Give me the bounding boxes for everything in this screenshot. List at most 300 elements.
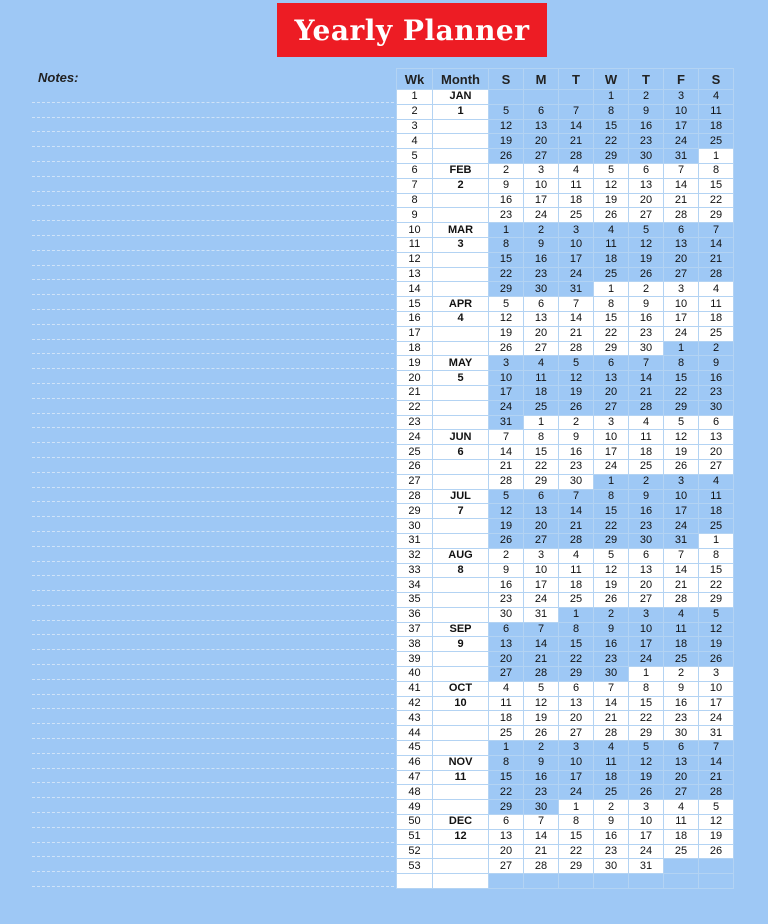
day-cell: 13 [629,563,664,578]
week-row [397,149,734,164]
day-cell: 13 [699,430,734,445]
week-number: 3 [397,119,433,134]
note-line[interactable] [32,857,394,872]
day-cell: 4 [594,741,629,756]
note-line[interactable] [32,562,394,577]
day-cell: 27 [629,208,664,223]
day-cell: 21 [524,652,559,667]
notes-area[interactable] [32,88,394,887]
day-cell: 10 [664,297,699,312]
week-number: 37 [397,622,433,637]
day-cell: 22 [489,785,524,800]
day-cell: 29 [664,400,699,415]
day-cell: 20 [664,770,699,785]
day-cell: 17 [559,252,594,267]
month-cell [433,593,489,608]
day-cell: 5 [629,741,664,756]
day-cell: 12 [489,119,524,134]
week-number: 16 [397,311,433,326]
day-cell [699,859,734,874]
day-cell: 18 [699,119,734,134]
day-cell: 3 [559,741,594,756]
note-line[interactable] [32,591,394,606]
note-line[interactable] [32,206,394,221]
week-number: 14 [397,282,433,297]
day-cell: 17 [699,696,734,711]
day-cell: 21 [594,711,629,726]
month-cell [433,326,489,341]
day-cell: 5 [699,800,734,815]
week-row [397,415,734,430]
header-wed: W [594,69,629,90]
week-number: 22 [397,400,433,415]
day-cell: 9 [699,356,734,371]
day-cell: 5 [594,548,629,563]
week-number: 5 [397,149,433,164]
day-cell: 13 [524,504,559,519]
day-cell: 28 [524,859,559,874]
day-cell [489,874,524,889]
week-row [397,104,734,119]
day-cell: 26 [664,459,699,474]
day-cell: 29 [699,208,734,223]
month-cell [433,193,489,208]
day-cell: 5 [489,489,524,504]
week-row [397,563,734,578]
day-cell: 18 [699,311,734,326]
month-number: 12 [433,829,489,844]
day-cell: 14 [629,371,664,386]
month-name: JUL [433,489,489,504]
day-cell: 25 [699,134,734,149]
note-line[interactable] [32,236,394,251]
month-name: MAY [433,356,489,371]
day-cell: 13 [594,371,629,386]
day-cell: 7 [559,104,594,119]
note-line[interactable] [32,532,394,547]
week-row [397,622,734,637]
day-cell: 31 [629,859,664,874]
day-cell: 5 [699,607,734,622]
day-cell: 15 [594,119,629,134]
note-line[interactable] [32,325,394,340]
week-number: 51 [397,829,433,844]
day-cell: 25 [524,400,559,415]
week-number: 19 [397,356,433,371]
day-cell: 20 [594,385,629,400]
day-cell: 23 [489,593,524,608]
day-cell [489,90,524,105]
day-cell: 17 [594,445,629,460]
week-row [397,178,734,193]
day-cell: 4 [699,474,734,489]
note-line[interactable] [32,118,394,133]
day-cell: 1 [594,474,629,489]
day-cell: 22 [699,193,734,208]
day-cell: 27 [489,859,524,874]
note-line[interactable] [32,369,394,384]
header-sat: S [699,69,734,90]
week-row [397,637,734,652]
day-cell: 28 [699,785,734,800]
day-cell: 5 [594,163,629,178]
week-number: 45 [397,741,433,756]
week-row [397,90,734,105]
day-cell: 15 [524,445,559,460]
day-cell: 2 [489,163,524,178]
note-line[interactable] [32,695,394,710]
week-number: 12 [397,252,433,267]
day-cell: 27 [524,341,559,356]
day-cell: 20 [524,134,559,149]
note-line[interactable] [32,488,394,503]
day-cell: 8 [524,430,559,445]
day-cell: 28 [629,400,664,415]
day-cell: 9 [559,430,594,445]
month-cell [433,607,489,622]
month-name: APR [433,297,489,312]
week-number: 24 [397,430,433,445]
day-cell: 30 [629,341,664,356]
day-cell: 2 [699,341,734,356]
day-cell: 8 [559,815,594,830]
day-cell: 17 [559,770,594,785]
day-cell: 17 [524,578,559,593]
day-cell: 13 [664,755,699,770]
week-number: 30 [397,519,433,534]
day-cell: 26 [594,208,629,223]
day-cell: 2 [629,90,664,105]
day-cell: 12 [699,622,734,637]
week-row [397,134,734,149]
week-number: 47 [397,770,433,785]
day-cell [594,874,629,889]
note-line[interactable] [32,502,394,517]
note-line[interactable] [32,414,394,429]
note-line[interactable] [32,310,394,325]
planner-title: Yearly Planner [277,3,547,57]
day-cell: 3 [629,800,664,815]
day-cell: 15 [559,637,594,652]
note-line[interactable] [32,724,394,739]
day-cell: 30 [594,859,629,874]
day-cell: 5 [524,681,559,696]
day-cell: 1 [489,741,524,756]
day-cell: 24 [559,785,594,800]
day-cell: 26 [524,726,559,741]
day-cell: 9 [594,622,629,637]
day-cell: 24 [664,519,699,534]
note-line[interactable] [32,769,394,784]
week-row [397,711,734,726]
month-cell [433,282,489,297]
week-number: 40 [397,667,433,682]
week-number: 39 [397,652,433,667]
day-cell: 1 [594,90,629,105]
note-line[interactable] [32,458,394,473]
note-line[interactable] [32,843,394,858]
day-cell: 24 [699,711,734,726]
month-name: JUN [433,430,489,445]
day-cell: 7 [664,548,699,563]
day-cell [559,874,594,889]
week-row [397,341,734,356]
week-number: 15 [397,297,433,312]
day-cell: 29 [559,859,594,874]
note-line[interactable] [32,162,394,177]
day-cell: 30 [629,533,664,548]
day-cell: 20 [489,844,524,859]
day-cell: 10 [559,755,594,770]
day-cell: 7 [699,223,734,238]
day-cell: 23 [594,652,629,667]
day-cell: 2 [664,667,699,682]
note-line[interactable] [32,221,394,236]
note-line[interactable] [32,280,394,295]
note-line[interactable] [32,251,394,266]
week-number: 8 [397,193,433,208]
day-cell: 15 [664,371,699,386]
day-cell: 23 [524,785,559,800]
week-row [397,681,734,696]
day-cell: 27 [559,726,594,741]
day-cell: 8 [489,755,524,770]
note-line[interactable] [32,635,394,650]
day-cell: 30 [594,667,629,682]
day-cell: 5 [664,415,699,430]
month-number: 8 [433,563,489,578]
day-cell: 15 [629,696,664,711]
day-cell: 6 [594,356,629,371]
day-cell: 14 [664,178,699,193]
day-cell: 31 [489,415,524,430]
week-number: 29 [397,504,433,519]
day-cell: 2 [524,741,559,756]
week-row [397,770,734,785]
day-cell: 10 [664,489,699,504]
day-cell: 3 [559,223,594,238]
day-cell: 19 [664,445,699,460]
day-cell: 4 [559,163,594,178]
day-cell: 20 [489,652,524,667]
note-line[interactable] [32,177,394,192]
month-cell [433,252,489,267]
month-name: AUG [433,548,489,563]
day-cell: 3 [629,607,664,622]
day-cell: 3 [524,163,559,178]
month-cell [433,400,489,415]
day-cell: 31 [664,149,699,164]
day-cell: 6 [699,415,734,430]
note-line[interactable] [32,650,394,665]
day-cell: 19 [489,519,524,534]
week-row [397,607,734,622]
note-line[interactable] [32,547,394,562]
day-cell [664,859,699,874]
day-cell: 12 [559,371,594,386]
month-number: 2 [433,178,489,193]
day-cell: 11 [559,178,594,193]
day-cell: 22 [594,519,629,534]
day-cell: 22 [559,652,594,667]
note-line[interactable] [32,428,394,443]
day-cell: 4 [664,800,699,815]
day-cell: 15 [559,829,594,844]
day-cell: 11 [699,104,734,119]
week-row [397,208,734,223]
week-number: 41 [397,681,433,696]
day-cell: 17 [524,193,559,208]
week-number: 33 [397,563,433,578]
week-row [397,297,734,312]
day-cell: 18 [664,829,699,844]
day-cell: 8 [699,548,734,563]
note-line[interactable] [32,147,394,162]
day-cell: 24 [594,459,629,474]
day-cell: 1 [629,667,664,682]
month-number: 11 [433,770,489,785]
note-line[interactable] [32,354,394,369]
note-line[interactable] [32,680,394,695]
day-cell: 14 [489,445,524,460]
week-row [397,385,734,400]
day-cell: 23 [664,711,699,726]
week-row [397,815,734,830]
note-line[interactable] [32,443,394,458]
day-cell: 17 [664,119,699,134]
day-cell: 2 [629,474,664,489]
day-cell: 10 [489,371,524,386]
note-line[interactable] [32,872,394,887]
day-cell [699,874,734,889]
day-cell: 13 [664,237,699,252]
note-line[interactable] [32,709,394,724]
day-cell: 29 [594,149,629,164]
day-cell: 19 [699,829,734,844]
day-cell: 21 [559,326,594,341]
calendar-grid [396,68,734,889]
day-cell: 31 [699,726,734,741]
note-line[interactable] [32,606,394,621]
week-row [397,400,734,415]
header-fri: F [664,69,699,90]
day-cell: 6 [524,489,559,504]
day-cell: 22 [629,711,664,726]
note-line[interactable] [32,739,394,754]
month-cell [433,149,489,164]
week-number: 6 [397,163,433,178]
week-number: 31 [397,533,433,548]
day-cell: 6 [629,163,664,178]
note-line[interactable] [32,517,394,532]
day-cell: 18 [594,252,629,267]
day-cell: 23 [699,385,734,400]
day-cell: 24 [629,844,664,859]
day-cell: 16 [629,311,664,326]
note-line[interactable] [32,192,394,207]
day-cell: 26 [489,533,524,548]
month-cell [433,415,489,430]
week-row [397,223,734,238]
day-cell: 22 [699,578,734,593]
note-line[interactable] [32,88,394,103]
week-row [397,504,734,519]
day-cell: 21 [699,252,734,267]
day-cell: 5 [629,223,664,238]
note-line[interactable] [32,665,394,680]
note-line[interactable] [32,103,394,118]
note-line[interactable] [32,384,394,399]
day-cell: 23 [489,208,524,223]
day-cell: 27 [664,267,699,282]
day-cell: 25 [559,208,594,223]
day-cell: 11 [629,430,664,445]
day-cell: 26 [489,341,524,356]
day-cell: 14 [699,237,734,252]
day-cell: 10 [699,681,734,696]
week-number: 28 [397,489,433,504]
day-cell: 31 [559,282,594,297]
day-cell: 3 [664,474,699,489]
week-row [397,548,734,563]
month-cell [433,800,489,815]
day-cell: 10 [524,178,559,193]
note-line[interactable] [32,132,394,147]
week-number: 38 [397,637,433,652]
note-line[interactable] [32,813,394,828]
week-number: 50 [397,815,433,830]
week-row [397,193,734,208]
note-line[interactable] [32,295,394,310]
day-cell: 26 [629,267,664,282]
day-cell: 2 [489,548,524,563]
note-line[interactable] [32,754,394,769]
day-cell [559,90,594,105]
day-cell: 30 [699,400,734,415]
day-cell: 28 [559,341,594,356]
day-cell: 8 [664,356,699,371]
note-line[interactable] [32,621,394,636]
note-line[interactable] [32,266,394,281]
day-cell: 28 [594,726,629,741]
note-line[interactable] [32,473,394,488]
day-cell: 12 [489,311,524,326]
day-cell: 17 [629,637,664,652]
day-cell: 29 [594,533,629,548]
day-cell: 28 [524,667,559,682]
header-week: Wk [397,69,433,90]
day-cell: 12 [489,504,524,519]
month-cell [433,785,489,800]
month-cell [433,519,489,534]
note-line[interactable] [32,828,394,843]
note-line[interactable] [32,399,394,414]
day-cell: 7 [629,356,664,371]
day-cell: 3 [524,548,559,563]
day-cell: 23 [629,326,664,341]
day-cell: 18 [559,578,594,593]
note-line[interactable] [32,576,394,591]
note-line[interactable] [32,798,394,813]
note-line[interactable] [32,783,394,798]
day-cell: 7 [594,681,629,696]
day-cell: 29 [489,800,524,815]
note-line[interactable] [32,340,394,355]
day-cell: 28 [489,474,524,489]
day-cell: 1 [559,800,594,815]
week-number: 13 [397,267,433,282]
week-row [397,119,734,134]
